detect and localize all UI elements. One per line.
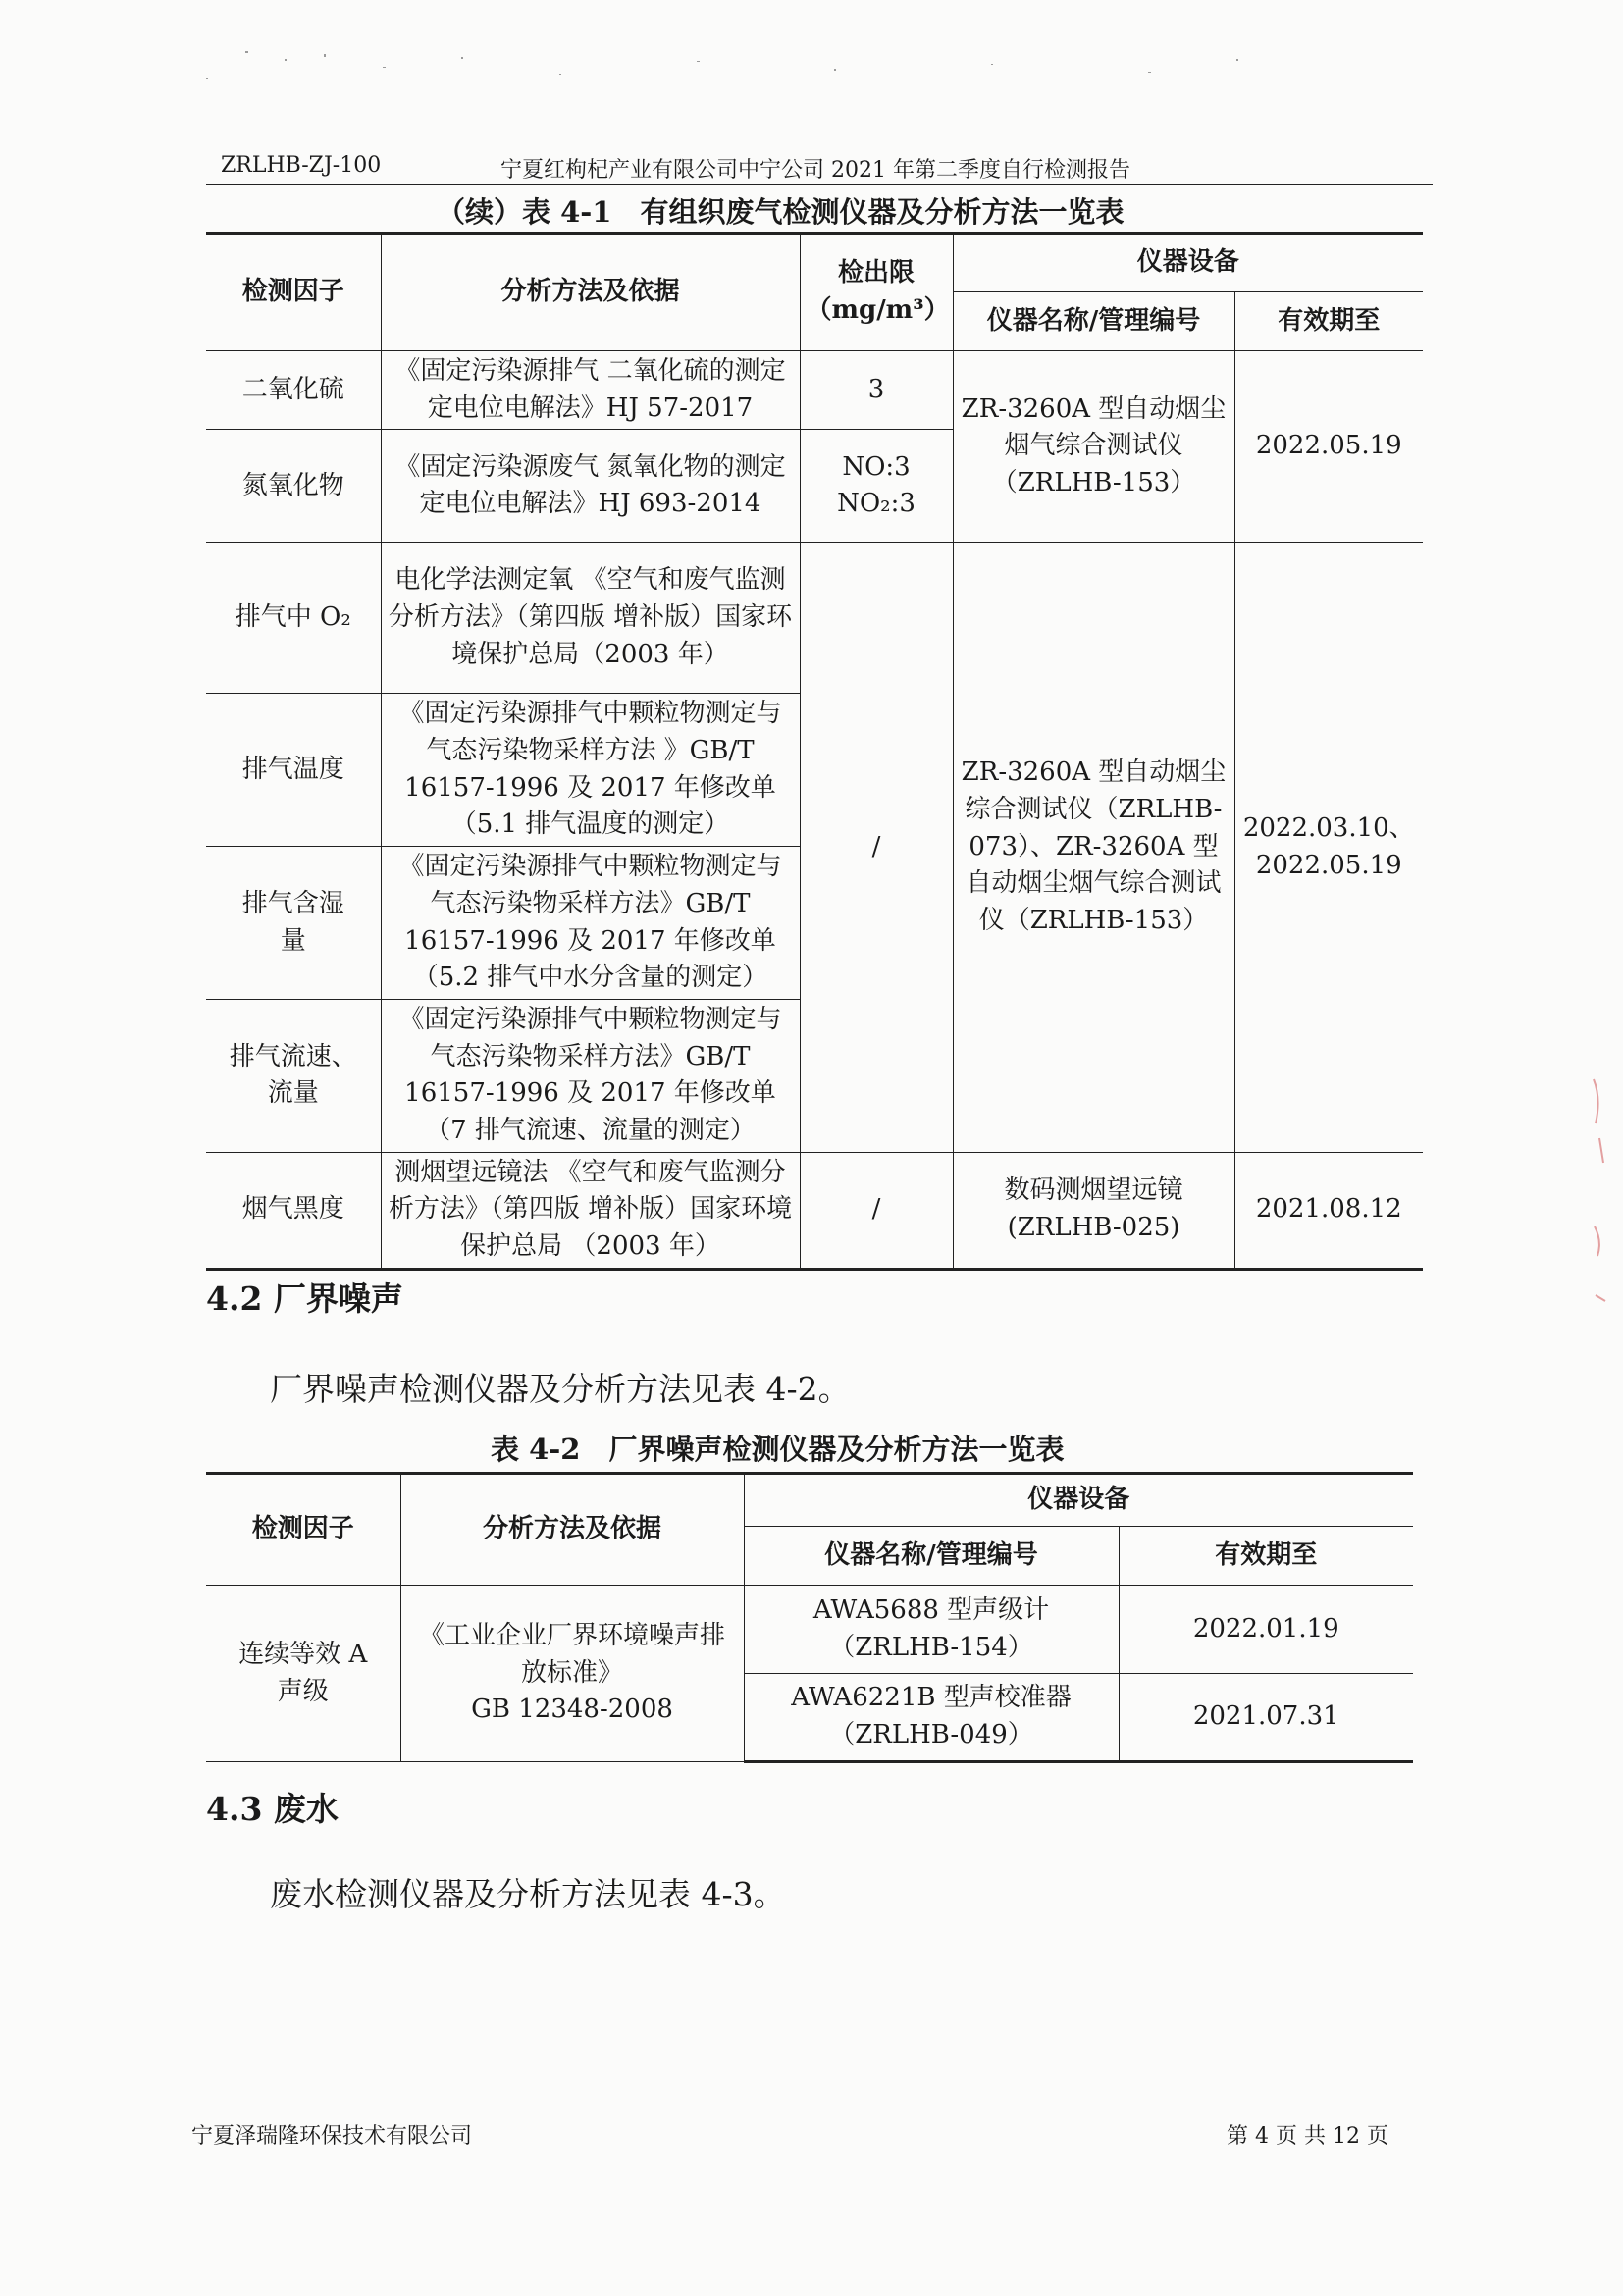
table-cell-factor: 氮氧化物 — [206, 430, 381, 543]
table-cell-limit: / — [800, 543, 953, 1152]
section-text-4-3: 废水检测仪器及分析方法见表 4-3。 — [270, 1875, 786, 1913]
table-cell-instrument: ZR-3260A 型自动烟尘烟气综合测试仪（ZRLHB-153） — [953, 351, 1234, 543]
table-cell-factor: 二氧化硫 — [206, 351, 381, 430]
table-cell-instrument: AWA6221B 型声校准器 （ZRLHB-049） — [744, 1674, 1119, 1762]
header-instrument: 仪器名称/管理编号 — [744, 1527, 1119, 1586]
table-cell-factor: 排气流速、 流量 — [206, 999, 381, 1152]
table-cell-limit: NO:3 NO₂:3 — [800, 430, 953, 543]
header-factor: 检测因子 — [206, 1474, 400, 1586]
table-cell-limit: / — [800, 1152, 953, 1269]
table2-caption: 表 4-2 厂界噪声检测仪器及分析方法一览表 — [491, 1433, 1065, 1466]
table-cell-instrument: AWA5688 型声级计 （ZRLHB-154） — [744, 1586, 1119, 1674]
report-code: ZRLHB-ZJ-100 — [221, 153, 382, 178]
header-equipment: 仪器设备 — [953, 234, 1423, 292]
table-cell-factor: 烟气黑度 — [206, 1152, 381, 1269]
table-cell-factor: 排气温度 — [206, 694, 381, 847]
header-valid: 有效期至 — [1119, 1527, 1413, 1586]
header-rule — [206, 184, 1433, 185]
table-cell-valid: 2021.07.31 — [1119, 1674, 1413, 1762]
seal-stamp-fragment — [1590, 1070, 1609, 1325]
table-cell-method: 测烟望远镜法 《空气和废气监测分析方法》（第四版 增补版）国家环境保护总局 （2003 年） — [381, 1152, 800, 1269]
section-text-4-2: 厂界噪声检测仪器及分析方法见表 4-2。 — [270, 1370, 851, 1408]
table-cell-method: 《固定污染源排气 二氧化硫的测定 定电位电解法》HJ 57-2017 — [381, 351, 800, 430]
header-equipment: 仪器设备 — [744, 1474, 1413, 1527]
header-limit: 检出限 （mg/m³） — [800, 234, 953, 351]
footer-page-number: 第 4 页 共 12 页 — [1227, 2124, 1388, 2149]
table-cell-method: 《固定污染源排气中颗粒物测定与气态污染物采样方法》GB/T 16157-1996 及 2017 年修改单（5.2 排气中水分含量的测定） — [381, 847, 800, 1000]
table-cell-method: 《工业企业厂界环境噪声排放标准》 GB 12348-2008 — [400, 1586, 744, 1762]
report-title: 宁夏红枸杞产业有限公司中宁公司 2021 年第二季度自行检测报告 — [500, 158, 1130, 183]
header-method: 分析方法及依据 — [381, 234, 800, 351]
header-method: 分析方法及依据 — [400, 1474, 744, 1586]
scan-noise-marks — [147, 39, 1325, 118]
table-cell-method: 电化学法测定氧 《空气和废气监测分析方法》（第四版 增补版）国家环境保护总局（2003 年） — [381, 543, 800, 694]
table-cell-instrument: ZR-3260A 型自动烟尘综合测试仪（ZRLHB-073）、ZR-3260A 型自动烟尘烟气综合测试仪（ZRLHB-153） — [953, 543, 1234, 1152]
footer-company: 宁夏泽瑞隆环保技术有限公司 — [191, 2124, 473, 2149]
table-cell-method: 《固定污染源排气中颗粒物测定与气态污染物采样方法》GB/T 16157-1996 及 2017 年修改单（7 排气流速、流量的测定） — [381, 999, 800, 1152]
page-header — [206, 147, 1433, 183]
table-cell-valid: 2022.03.10、 2022.05.19 — [1234, 543, 1423, 1152]
table-cell-valid: 2022.01.19 — [1119, 1586, 1413, 1674]
table-cell-factor: 排气中 O₂ — [206, 543, 381, 694]
header-instrument: 仪器名称/管理编号 — [953, 292, 1234, 351]
header-valid: 有效期至 — [1234, 292, 1423, 351]
table-4-2 — [206, 1472, 1413, 1763]
table-4-1 — [206, 232, 1423, 1271]
table-cell-method: 《固定污染源废气 氮氧化物的测定 定电位电解法》HJ 693-2014 — [381, 430, 800, 543]
section-heading-4-3: 4.3 废水 — [206, 1790, 339, 1828]
table-cell-method: 《固定污染源排气中颗粒物测定与气态污染物采样方法 》GB/T 16157-1996 及 2017 年修改单（5.1 排气温度的测定） — [381, 694, 800, 847]
table-cell-instrument: 数码测烟望远镜 (ZRLHB-025) — [953, 1152, 1234, 1269]
header-factor: 检测因子 — [206, 234, 381, 351]
section-heading-4-2: 4.2 厂界噪声 — [206, 1279, 403, 1318]
table-cell-factor: 连续等效 A 声级 — [206, 1586, 400, 1762]
table-cell-factor: 排气含湿 量 — [206, 847, 381, 1000]
table-cell-limit: 3 — [800, 351, 953, 430]
table-cell-valid: 2021.08.12 — [1234, 1152, 1423, 1269]
table-cell-valid: 2022.05.19 — [1234, 351, 1423, 543]
table1-caption: （续）表 4-1 有组织废气检测仪器及分析方法一览表 — [437, 195, 1125, 229]
